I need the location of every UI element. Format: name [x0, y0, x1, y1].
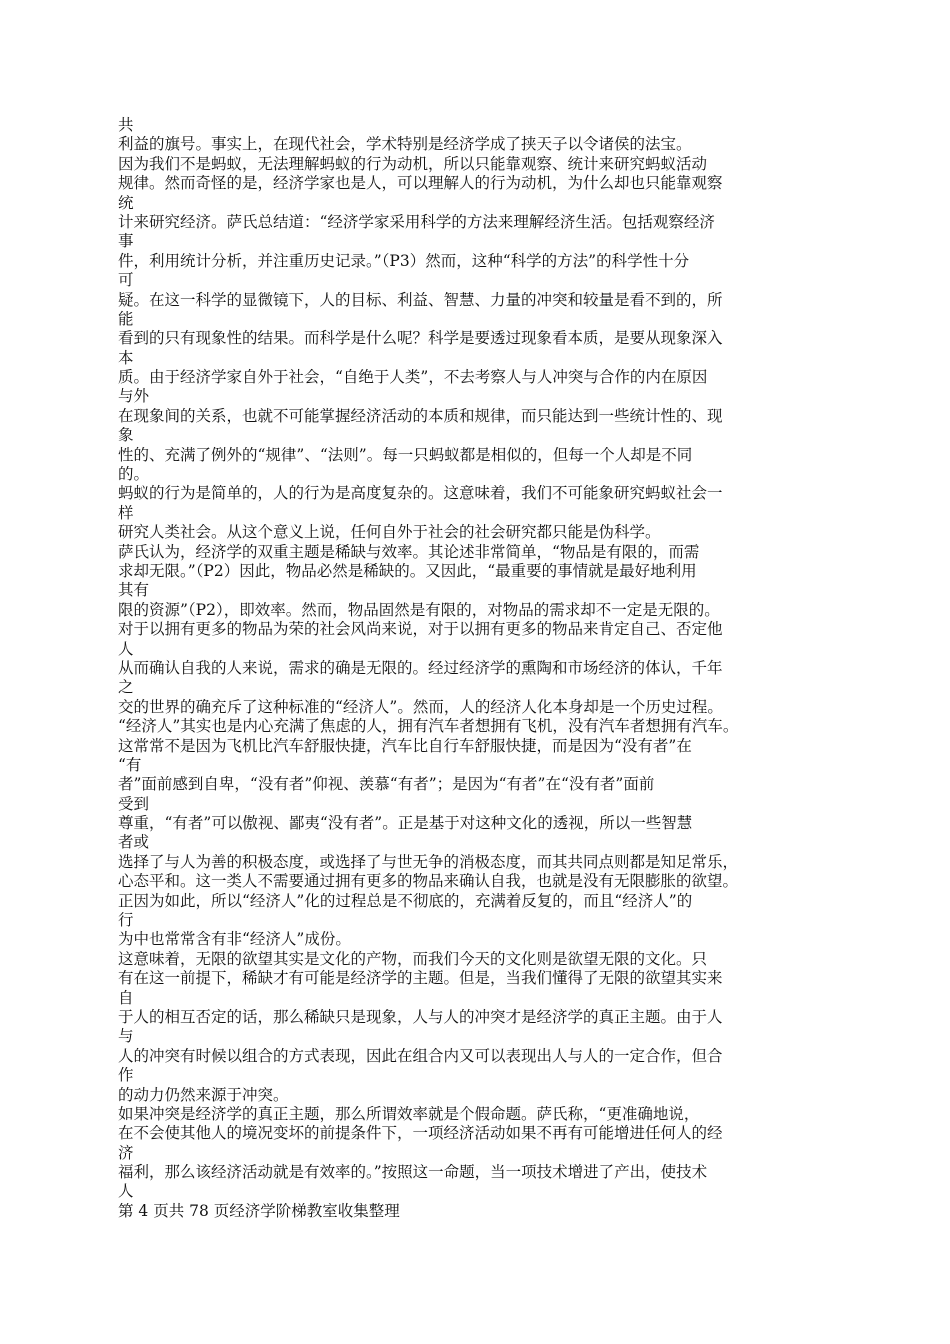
text-line: 在现象间的关系，也就不可能掌握经济活动的本质和规律，而只能达到一些统计性的、现 [118, 406, 723, 425]
text-line: 因为我们不是蚂蚁，无法理解蚂蚁的行为动机，所以只能靠观察、统计来研究蚂蚁活动 [118, 154, 708, 173]
text-line: 本 [118, 348, 134, 367]
text-line: 研究人类社会。从这个意义上说，任何自外于社会的社会研究都只能是伪科学。 [118, 523, 661, 542]
text-line: 如果冲突是经济学的真正主题，那么所谓效率就是个假命题。萨氏称，“更准确地说， [118, 1104, 700, 1123]
text-line: 求却无限。”（P2）因此，物品必然是稀缺的。又因此，“最重要的事情就是最好地利用 [118, 561, 697, 580]
text-line: 共 [118, 116, 134, 134]
text-line: 质。由于经济学家自外于社会，“自绝于人类”，不去考察人与人冲突与合作的内在原因 [118, 368, 708, 387]
text-line: 疑。在这一科学的显微镜下，人的目标、利益、智慧、力量的冲突和较量是看不到的，所 [118, 290, 723, 309]
text-line: 人的冲突有时候以组合的方式表现，因此在组合内又可以表现出人与人的一定合作，但合 [118, 1046, 723, 1065]
text-line: 尊重，“有者”可以傲视、鄙夷“没有者”。正是基于对这种文化的透视，所以一些智慧 [118, 814, 693, 833]
text-line: 这意味着，无限的欲望其实是文化的产物，而我们今天的文化则是欲望无限的文化。只 [118, 949, 708, 968]
text-line: 在不会使其他人的境况变坏的前提条件下，一项经济活动如果不再有可能增进任何人的经 [118, 1124, 723, 1143]
text-line: 与外 [118, 387, 150, 406]
text-line: 象 [118, 426, 134, 445]
text-line: 心态平和。这一类人不需要通过拥有更多的物品来确认自我，也就是没有无限膨胀的欲望。 [118, 872, 739, 891]
text-line: 件，利用统计分析，并注重历史记录。”（P3）然而，这种“科学的方法”的科学性十分 [118, 251, 690, 270]
text-line: 性的、充满了例外的“规律”、“法则”。每一只蚂蚁都是相似的，但每一个人却是不同 [118, 445, 693, 464]
text-line: 事 [118, 232, 134, 251]
text-line: 的。 [118, 465, 150, 484]
text-line: 利益的旗号。事实上，在现代社会，学术特别是经济学成了挟天子以令诸侯的法宝。 [118, 135, 692, 154]
text-line: 与 [118, 1027, 134, 1046]
text-line: 对于以拥有更多的物品为荣的社会风尚来说，对于以拥有更多的物品来肯定自己、否定他 [118, 620, 723, 639]
page-footer: 第 4 页共 78 页经济学阶梯教室收集整理 [118, 1201, 400, 1220]
text-line: 限的资源”（P2），即效率。然而，物品固然是有限的，对物品的需求却不一定是无限的。 [118, 600, 720, 619]
text-line: 作 [118, 1066, 134, 1085]
text-line: 者或 [118, 833, 150, 852]
text-line: 为中也常常含有非“经济人”成份。 [118, 930, 351, 949]
text-line: 济 [118, 1143, 134, 1162]
text-line: 于人的相互否定的话，那么稀缺只是现象，人与人的冲突才是经济学的真正主题。由于人 [118, 1007, 723, 1026]
text-line: 人 [118, 1182, 134, 1201]
text-line: 者”面前感到自卑，“没有者”仰视、羡慕“有者”；是因为“有者”在“没有者”面前 [118, 775, 655, 794]
text-line: 自 [118, 988, 134, 1007]
text-line: 行 [118, 911, 134, 930]
text-line: 福利，那么该经济活动就是有效率的。”按照这一命题，当一项技术增进了产出，使技术 [118, 1163, 708, 1182]
text-line: 这常常不是因为飞机比汽车舒服快捷，汽车比自行车舒服快捷，而是因为“没有者”在 [118, 736, 692, 755]
text-line: 从而确认自我的人来说，需求的确是无限的。经过经济学的熏陶和市场经济的体认，千年 [118, 658, 723, 677]
text-line: 计来研究经济。萨氏总结道：“经济学家采用科学的方法来理解经济生活。包括观察经济 [118, 212, 715, 231]
text-line: 的动力仍然来源于冲突。 [118, 1085, 289, 1104]
text-line: 选择了与人为善的积极态度，或选择了与世无争的消极态度，而其共同点则都是知足常乐， [118, 852, 739, 871]
text-line: 正因为如此，所以“经济人”化的过程总是不彻底的，充满着反复的，而且“经济人”的 [118, 891, 693, 910]
text-line: 统 [118, 193, 134, 212]
text-line: 蚂蚁的行为是简单的，人的行为是高度复杂的。这意味着，我们不可能象研究蚂蚁社会一 [118, 484, 723, 503]
document-body [118, 116, 818, 1221]
text-line: 规律。然而奇怪的是，经济学家也是人，可以理解人的行为动机，为什么却也只能靠观察 [118, 174, 723, 193]
text-line: 交的世界的确充斥了这种标准的“经济人”。然而，人的经济人化本身却是一个历史过程。 [118, 697, 723, 716]
text-line: 能 [118, 309, 134, 328]
text-line: “经济人”其实也是内心充满了焦虑的人，拥有汽车者想拥有飞机，没有汽车者想拥有汽车。 [118, 717, 739, 736]
text-line: 样 [118, 503, 134, 522]
text-line: 受到 [118, 794, 150, 813]
text-line: 看到的只有现象性的结果。而科学是什么呢？科学是要透过现象看本质，是要从现象深入 [118, 329, 723, 348]
text-line: 有在这一前提下，稀缺才有可能是经济学的主题。但是，当我们懂得了无限的欲望其实来 [118, 969, 723, 988]
text-line: 其有 [118, 581, 150, 600]
text-line: 可 [118, 271, 134, 290]
text-line: 之 [118, 678, 134, 697]
text-line: 人 [118, 639, 134, 658]
text-line: 萨氏认为，经济学的双重主题是稀缺与效率。其论述非常简单，“物品是有限的，而需 [118, 542, 700, 561]
text-line: “有 [118, 755, 142, 774]
